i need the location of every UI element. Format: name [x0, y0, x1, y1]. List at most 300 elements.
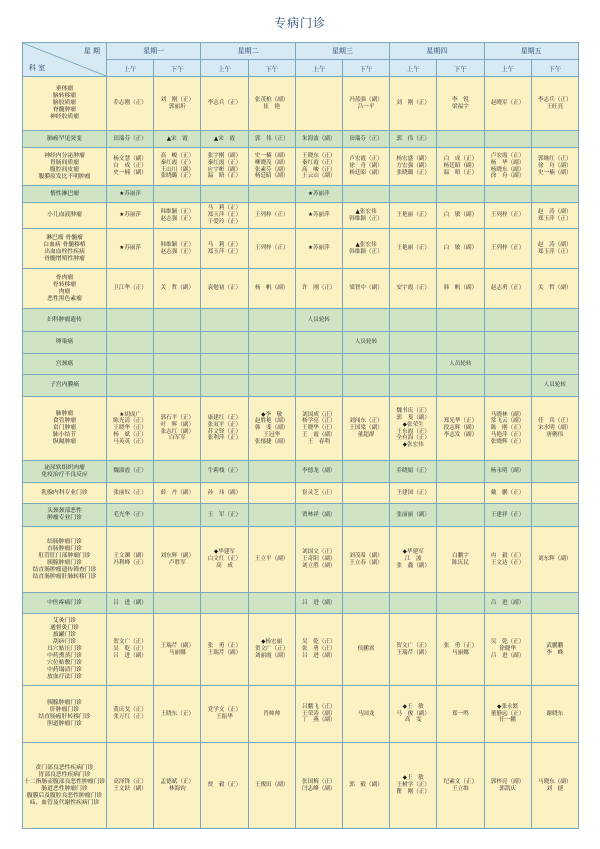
pm-doctor-cell: [154, 229, 201, 269]
doctor-name: 贺文广（正）: [254, 646, 289, 653]
doctor-name: 林海钧: [168, 785, 186, 792]
pm-doctor-cell: [154, 332, 201, 354]
department-line: 中医疼痛门诊: [47, 599, 82, 606]
doctor-name: 宋水明（副）: [537, 425, 572, 432]
department-line: 纵隔肿瘤: [52, 439, 77, 445]
doctor-name: 常飞云（副）: [490, 418, 525, 425]
pm-doctor-cell: [248, 148, 295, 186]
am-doctor-cell: [107, 686, 154, 743]
doctor-name: 王云山（副）: [302, 173, 336, 180]
doctor-name: 王列梓（正）: [490, 245, 525, 252]
day-header: 星期五: [484, 43, 578, 60]
am-doctor-cell: [107, 77, 154, 131]
department-line: 妇科肿瘤遗传: [47, 316, 82, 323]
am-doctor-cell: [390, 131, 437, 148]
doctor-name: 马艳萍（正）: [490, 431, 525, 438]
department-cell: [23, 483, 107, 504]
pm-doctor-cell: [531, 686, 578, 743]
pm-doctor-cell: [342, 148, 389, 186]
doctor-name: 韩维颖（正）: [160, 208, 195, 215]
doctor-name: 赵胜艳（副）: [254, 418, 289, 425]
doctor-name: 王建祥（正）: [490, 511, 525, 518]
doctor-name: 王俊田（副）: [254, 782, 289, 789]
day-header: 星期一: [107, 43, 201, 60]
doctor-name: ★苏丽萍: [119, 212, 141, 219]
doctor-name: 王瑞芹（副）: [207, 649, 242, 656]
doctor-name: 陈光清（正）: [113, 418, 147, 425]
doctor-name: 秦红霞（正）: [302, 159, 336, 166]
department-line: 直肠肿瘤门诊: [47, 545, 82, 552]
am-doctor-cell: [107, 614, 154, 686]
pm-doctor-cell: [437, 354, 484, 375]
doctor-name: 刘东辉（副）: [537, 556, 572, 563]
doctor-name: 马 莉（正）: [207, 205, 242, 212]
doctor-name: 刘国成（正）: [302, 411, 336, 418]
pm-doctor-cell: [248, 131, 295, 148]
pm-doctor-cell: [342, 354, 389, 375]
pm-doctor-cell: [437, 375, 484, 397]
am-doctor-cell: [390, 229, 437, 269]
pm-doctor-cell: [154, 461, 201, 483]
pm-doctor-cell: [342, 375, 389, 397]
department-line: 疝、血管及代谢性疾病门诊: [29, 799, 100, 806]
doctor-name: 徐 舟（副）: [537, 163, 572, 170]
am-doctor-cell: [390, 397, 437, 461]
doctor-name: 贾 毅（正）: [207, 782, 242, 789]
doctor-name: 人员轮转: [354, 339, 378, 346]
doctor-name: 叶 辉（副）: [160, 421, 195, 428]
am-doctor-cell: [390, 269, 437, 309]
department-line: 胃肠间质瘤: [50, 159, 79, 166]
am-doctor-cell: [390, 593, 437, 614]
am-doctor-cell: [295, 309, 342, 332]
doctor-name: 王晓华（正）: [113, 425, 147, 432]
pm-doctor-cell: [154, 504, 201, 527]
am-doctor-cell: [484, 309, 531, 332]
department-line: 结直肠肿瘤肝肺转移门诊: [32, 573, 97, 580]
am-doctor-cell: [295, 131, 342, 148]
doctor-name: 杨廷昭（副）: [349, 169, 383, 176]
am-doctor-cell: [484, 229, 531, 269]
doctor-name: 张 勇（正）: [207, 642, 242, 649]
doctor-name: 党学文（正）: [207, 707, 242, 714]
am-doctor-cell: [201, 614, 248, 686]
department-line: 食管肿瘤: [52, 418, 77, 424]
department-line: 胰腺肿瘤门诊: [47, 700, 82, 706]
doctor-name: 王列梓（正）: [254, 245, 289, 252]
department-cell: [23, 397, 107, 461]
am-doctor-cell: [484, 131, 531, 148]
doctor-name: 韩维颖（正）: [160, 241, 195, 248]
pm-doctor-cell: [154, 483, 201, 504]
pm-doctor-cell: [248, 375, 295, 397]
doctor-name: 吕 进（副）: [302, 652, 336, 659]
doctor-name: 李 峰: [546, 649, 564, 656]
pm-doctor-cell: [531, 332, 578, 354]
pm-doctor-cell: [531, 309, 578, 332]
am-doctor-cell: [295, 186, 342, 203]
doctor-name: 白军军: [168, 435, 186, 442]
doctor-name: 王树学（正）: [396, 782, 430, 789]
department-cell: [23, 148, 107, 186]
doctor-name: 徐晓华: [499, 646, 516, 653]
pm-doctor-cell: [342, 269, 389, 309]
pm-doctor-cell: [437, 77, 484, 131]
doctor-name: 马丽娜: [168, 649, 186, 656]
department-line: 穴位贴敷门诊: [47, 660, 82, 666]
doctor-name: 郭丽圻: [168, 103, 186, 110]
department-line: 通督灸门诊: [50, 625, 79, 631]
doctor-name: 人员轮转: [449, 360, 472, 367]
doctor-name: 贺文广（正）: [396, 642, 430, 649]
doctor-name: 韩 斐（副）: [254, 425, 289, 432]
doctor-name: 张丽奴（正）: [113, 489, 147, 496]
pm-doctor-cell: [342, 504, 389, 527]
doctor-name: 王晓东（正）: [302, 153, 336, 160]
doctor-name: 温 晤（正）: [443, 169, 478, 176]
am-doctor-cell: [484, 593, 531, 614]
pm-doctor-cell: [248, 397, 295, 461]
pm-header: 下午: [437, 60, 484, 77]
doctor-name: 白 成（正）: [443, 156, 478, 163]
doctor-name: 韩维颖（正）: [349, 248, 383, 255]
am-doctor-cell: [107, 309, 154, 332]
doctor-name: 王列梓（正）: [490, 212, 525, 219]
am-doctor-cell: [295, 483, 342, 504]
doctor-name: 马晓东（副）: [537, 778, 572, 785]
doctor-name: 张郁捷（副）: [254, 438, 289, 445]
department-line: 脑胶质瘤: [52, 100, 77, 106]
department-line: 肠道恶性肿瘤门诊: [41, 785, 88, 792]
doctor-name: 薛 丹（副）: [160, 489, 195, 496]
department-line: 垂体瘤: [55, 86, 74, 92]
pm-header: 下午: [342, 60, 389, 77]
department-line: 贲门肿瘤: [52, 425, 77, 431]
schedule-row: [23, 354, 579, 375]
am-doctor-cell: [107, 375, 154, 397]
doctor-name: 马国龙: [357, 710, 375, 717]
department-line: 脊髓肿瘤: [52, 107, 77, 113]
doctor-name: ▲宋 霞: [213, 135, 236, 142]
corner-weekday-label: 星 期: [83, 47, 100, 55]
pm-doctor-cell: [531, 504, 578, 527]
pm-doctor-cell: [531, 527, 578, 593]
am-header: 上午: [295, 60, 342, 77]
pm-doctor-cell: [342, 186, 389, 203]
schedule-row: [23, 203, 579, 229]
am-doctor-cell: [295, 148, 342, 186]
pm-doctor-cell: [437, 461, 484, 483]
doctor-name: 徐 舟（副）: [490, 173, 525, 180]
doctor-name: 肖帅帅: [263, 710, 281, 717]
doctor-name: ◆张宏伟: [402, 441, 424, 448]
pm-doctor-cell: [531, 131, 578, 148]
am-doctor-cell: [201, 77, 248, 131]
am-doctor-cell: [390, 614, 437, 686]
schedule-row: [23, 229, 579, 269]
doctor-name: 张万红（正）: [113, 714, 147, 720]
doctor-name: 段志辉（副）: [443, 425, 478, 432]
am-doctor-cell: [484, 686, 531, 743]
department-line: 恶性黑色素瘤: [47, 295, 82, 302]
am-doctor-cell: [484, 461, 531, 483]
doctor-name: 田瑞芬（正）: [349, 135, 383, 142]
doctor-name: 闫志峰（副）: [302, 785, 336, 792]
doctor-name: 丁 燕（副）: [302, 717, 336, 724]
department-line: 胆道肿瘤门诊: [47, 721, 82, 727]
pm-doctor-cell: [342, 309, 389, 332]
doctor-name: 朱海波（副）: [302, 135, 336, 142]
am-doctor-cell: [484, 397, 531, 461]
am-doctor-cell: [201, 229, 248, 269]
doctor-name: 田瑞芬（正）: [113, 135, 147, 142]
am-doctor-cell: [484, 483, 531, 504]
schedule-row: [23, 593, 579, 614]
pm-doctor-cell: [437, 203, 484, 229]
doctor-name: 杨廷昭（副）: [443, 163, 478, 170]
doctor-name: 徐 舟（副）: [349, 163, 383, 170]
schedule-row: [23, 686, 579, 743]
doctor-name: 赵志勇（正）: [490, 285, 525, 292]
pm-doctor-cell: [342, 77, 389, 131]
pm-doctor-cell: [437, 309, 484, 332]
doctor-name: 郭继红（正）: [537, 156, 572, 163]
department-line: 肺癌罕见突变: [47, 135, 82, 142]
am-doctor-cell: [107, 332, 154, 354]
pm-doctor-cell: [154, 686, 201, 743]
am-doctor-cell: [201, 375, 248, 397]
department-line: 贲门部良恶性疾病门诊: [35, 764, 94, 771]
department-line: 肿瘤专业门诊: [47, 515, 82, 521]
doctor-name: 王旺亮: [546, 103, 564, 110]
doctor-name: 乔志刚（正）: [113, 100, 147, 107]
doctor-name: 任 宾（正）: [537, 418, 572, 425]
pm-doctor-cell: [342, 593, 389, 614]
doctor-name: 李 锐: [452, 96, 469, 103]
pm-doctor-cell: [248, 203, 295, 229]
am-doctor-cell: [107, 203, 154, 229]
am-doctor-cell: [295, 686, 342, 743]
doctor-name: 崔灵芝（正）: [302, 489, 336, 496]
pm-doctor-cell: [154, 269, 201, 309]
am-doctor-cell: [390, 504, 437, 527]
am-doctor-cell: [484, 77, 531, 131]
doctor-name: 高泽锋（正）: [113, 778, 147, 785]
doctor-name: 关 哲（副）: [537, 285, 572, 292]
am-doctor-cell: [107, 269, 154, 309]
doctor-name: 高 雯: [404, 717, 422, 724]
doctor-name: ◆王 敏: [402, 775, 424, 782]
doctor-name: 崔 艳: [263, 103, 281, 110]
pm-doctor-cell: [437, 269, 484, 309]
doctor-name: 刘茂希（副）: [349, 552, 383, 559]
department-line: 肝肿瘤门诊: [50, 707, 79, 713]
department-cell: [23, 375, 107, 397]
department-line: 刮痧门诊: [52, 639, 77, 645]
am-doctor-cell: [390, 483, 437, 504]
am-doctor-cell: [201, 593, 248, 614]
am-doctor-cell: [201, 354, 248, 375]
department-line: 肺小结节: [52, 432, 77, 438]
department-line: 中药塌渍门诊: [47, 667, 82, 673]
am-doctor-cell: [295, 614, 342, 686]
am-doctor-cell: [107, 186, 154, 203]
doctor-name: 吕一平: [357, 103, 375, 110]
doctor-name: 卢宏霞（正）: [490, 153, 525, 160]
department-line: 神经内分泌肿瘤: [44, 152, 85, 159]
pm-doctor-cell: [248, 186, 295, 203]
doctor-name: ◆张荣生: [402, 421, 424, 428]
doctor-name: 郭 伟（正）: [254, 135, 289, 142]
am-doctor-cell: [201, 148, 248, 186]
department-line: 十二指肠壶腹部良恶性肿瘤门诊: [24, 778, 106, 785]
doctor-name: 陈庆民: [452, 559, 469, 566]
am-doctor-cell: [390, 354, 437, 375]
department-line: 免疫治疗不良反应: [41, 471, 88, 478]
doctor-name: 卢宏霞（正）: [349, 156, 383, 163]
doctor-name: 郑一鸣: [452, 710, 469, 717]
doctor-name: 郭石平（正）: [160, 415, 195, 422]
schedule-row: [23, 148, 579, 186]
schedule-row: [23, 77, 579, 131]
schedule-row: [23, 614, 579, 686]
pm-doctor-cell: [154, 375, 201, 397]
department-line: 白血病 骨髓移植: [43, 241, 86, 248]
schedule-row: [23, 483, 579, 504]
am-doctor-cell: [484, 332, 531, 354]
am-doctor-cell: [201, 309, 248, 332]
doctor-name: 高 成: [216, 562, 233, 569]
doctor-name: 马英英（正）: [113, 438, 147, 445]
doctor-name: 吕 进（副）: [113, 599, 147, 606]
am-doctor-cell: [201, 527, 248, 593]
am-doctor-cell: [390, 309, 437, 332]
doctor-name: 许 刚（正）: [302, 285, 336, 292]
doctor-name: ★苏丽萍: [119, 190, 141, 197]
doctor-name: 刘东辉（副）: [160, 552, 195, 559]
department-cell: [23, 229, 107, 269]
doctor-name: 侯鹏霄: [357, 646, 375, 653]
doctor-name: 吕 进（副）: [490, 599, 525, 606]
doctor-name: 杨 斌（正）: [113, 431, 147, 438]
doctor-name: 白 成（正）: [113, 163, 147, 170]
pm-doctor-cell: [437, 483, 484, 504]
am-doctor-cell: [295, 203, 342, 229]
am-doctor-cell: [201, 186, 248, 203]
doctor-name: 吴 乾（正）: [490, 639, 525, 646]
doctor-name: 杨 华（副）: [490, 159, 525, 166]
doctor-name: 韩维颖（正）: [349, 215, 383, 222]
department-line: 结肠肿瘤门诊: [47, 538, 82, 545]
department-cell: [23, 614, 107, 686]
doctor-name: 王晓东（正）: [160, 710, 195, 717]
doctor-name: 张国梅（正）: [302, 778, 336, 785]
am-doctor-cell: [295, 504, 342, 527]
doctor-name: 王文达（正）: [490, 559, 525, 566]
doctor-name: 王晓华（正）: [302, 425, 336, 432]
doctor-name: ▲张宏伟: [355, 241, 377, 248]
doctor-name: 张 勇（正）: [302, 646, 336, 653]
department-line: 头颈颈部恶性: [47, 508, 82, 514]
doctor-name: 赵志强（正）: [160, 248, 195, 255]
am-doctor-cell: [484, 269, 531, 309]
department-cell: [23, 131, 107, 148]
pm-doctor-cell: [531, 375, 578, 397]
pm-doctor-cell: [437, 229, 484, 269]
department-line: 结直肠肿瘤遗传筛查门诊: [32, 566, 97, 573]
doctor-name: 赵 涛（副）: [537, 241, 572, 248]
am-doctor-cell: [390, 527, 437, 593]
pm-doctor-cell: [154, 743, 201, 829]
doctor-name: 杨晓东（副）: [490, 166, 525, 173]
pm-doctor-cell: [342, 461, 389, 483]
pm-doctor-cell: [154, 593, 201, 614]
doctor-name: 赵 涛（副）: [537, 208, 572, 215]
am-doctor-cell: [107, 354, 154, 375]
doctor-name: 安宇霞（正）: [396, 285, 430, 292]
pm-doctor-cell: [437, 686, 484, 743]
doctor-name: 魏淑霞（正）: [113, 468, 147, 475]
department-line: 宫颈癌: [55, 360, 74, 367]
pm-doctor-cell: [531, 229, 578, 269]
am-doctor-cell: [295, 461, 342, 483]
pm-doctor-cell: [154, 131, 201, 148]
am-doctor-cell: [390, 148, 437, 186]
pm-doctor-cell: [248, 743, 295, 829]
pm-doctor-cell: [248, 686, 295, 743]
schedule-body: [23, 77, 579, 829]
doctor-name: 李志兵（正）: [537, 96, 572, 103]
doctor-name: 马 俊（副）: [396, 710, 430, 717]
schedule-row: [23, 332, 579, 354]
department-cell: [23, 203, 107, 229]
doctor-name: 张利萍（正）: [207, 435, 242, 442]
pm-doctor-cell: [248, 354, 295, 375]
doctor-name: 梁福宇: [452, 103, 469, 110]
doctor-name: 人员轮转: [543, 382, 566, 389]
pm-doctor-cell: [248, 269, 295, 309]
doctor-name: ★苏丽萍: [307, 190, 330, 197]
pm-doctor-cell: [154, 309, 201, 332]
doctor-name: 王 春利: [307, 438, 331, 445]
pm-doctor-cell: [437, 527, 484, 593]
department-line: 骨肉瘤: [55, 274, 74, 281]
doctor-name: 王列梓（正）: [254, 212, 289, 219]
department-line: 小儿血液肿瘤: [47, 212, 82, 218]
pm-doctor-cell: [531, 77, 578, 131]
pm-doctor-cell: [154, 354, 201, 375]
am-doctor-cell: [201, 743, 248, 829]
schedule-row: [23, 504, 579, 527]
doctor-name: 张 鑫（副）: [396, 562, 430, 569]
pm-doctor-cell: [437, 332, 484, 354]
doctor-name: 王 霞（副）: [302, 431, 336, 438]
am-doctor-cell: [484, 743, 531, 829]
doctor-name: 郭梓亮（副）: [490, 778, 525, 785]
am-doctor-cell: [484, 354, 531, 375]
doctor-name: ◆杨宏丽: [261, 639, 283, 646]
doctor-name: 王振华: [216, 714, 233, 720]
doctor-name: 杨廷昭（副）: [254, 173, 289, 180]
doctor-name: 张晓璐（正）: [396, 169, 430, 176]
pm-doctor-cell: [531, 614, 578, 686]
pm-doctor-cell: [531, 397, 578, 461]
doctor-name: 郭 斐（副）: [396, 415, 430, 422]
pm-doctor-cell: [154, 148, 201, 186]
pm-doctor-cell: [248, 229, 295, 269]
department-cell: [23, 354, 107, 375]
doctor-name: 苏文铎（正）: [207, 428, 242, 435]
